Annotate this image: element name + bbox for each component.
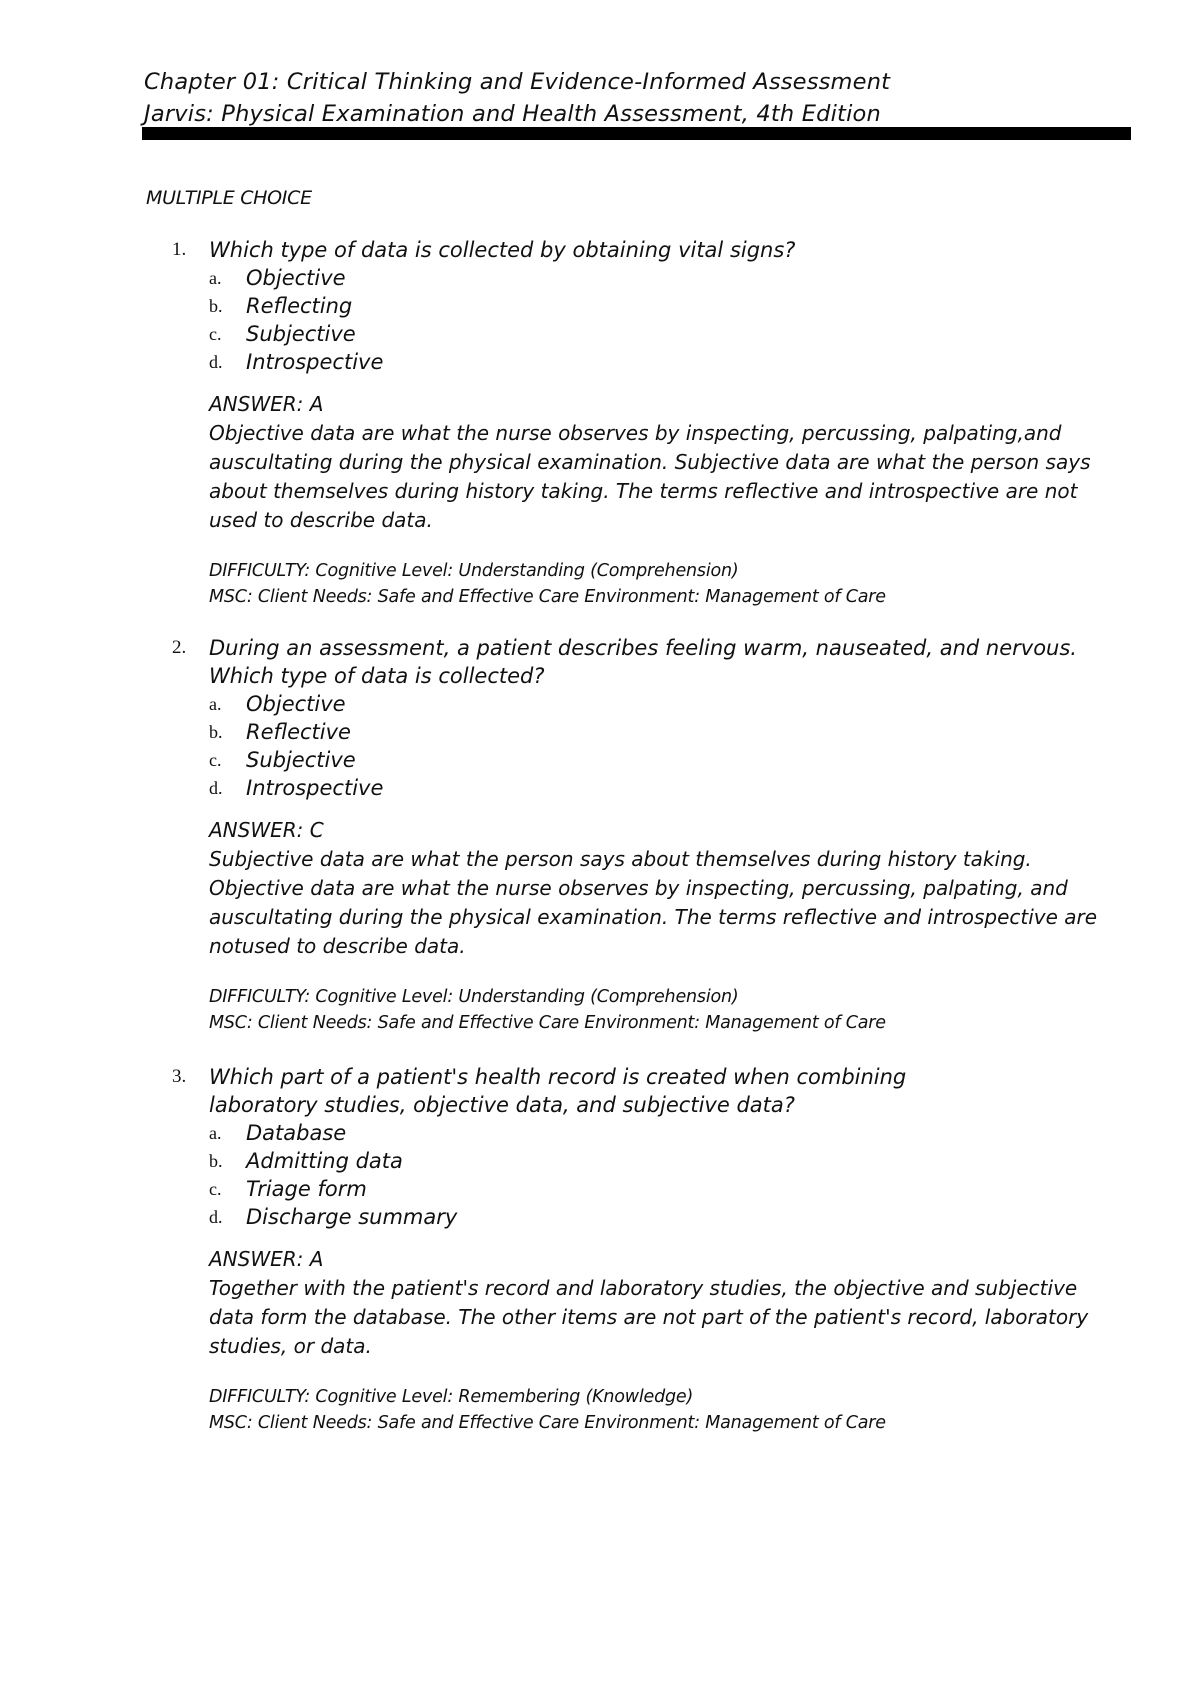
option-letter: a. [209, 1123, 222, 1143]
option-c [209, 1175, 1122, 1203]
rationale: Together with the patient's record and laboratory studies, the objective and subjective data form the database. The other items are not part of the patient's record, laboratory studies, or data. [209, 1276, 1089, 1358]
question-1 [172, 236, 1122, 610]
option-letter: d. [209, 778, 223, 798]
difficulty: DIFFICULTY: Cognitive Level: Remembering (Knowledge) [209, 1387, 694, 1407]
option-text: Objective [246, 692, 346, 716]
option-letter: d. [209, 1207, 223, 1227]
book-title: Jarvis: Physical Examination and Health Assessment, 4th Edition [144, 101, 881, 127]
option-text: Subjective [246, 748, 356, 772]
option-text: Reflective [246, 720, 351, 744]
section-label: MULTIPLE CHOICE [146, 187, 312, 209]
option-b [209, 1147, 1122, 1175]
option-letter: b. [209, 722, 223, 742]
option-letter: c. [209, 1179, 222, 1199]
question-3 [172, 1063, 1122, 1436]
question-2 [172, 634, 1122, 1036]
option-letter: c. [209, 324, 222, 344]
option-text: Database [246, 1121, 347, 1145]
option-text: Introspective [246, 350, 384, 374]
option-text: Admitting data [246, 1149, 403, 1173]
question-stem [172, 236, 1122, 264]
question-stem [172, 1063, 909, 1119]
option-d [209, 774, 1122, 802]
option-text: Objective [246, 266, 346, 290]
question-number: 1. [172, 239, 187, 260]
option-list [172, 1119, 1122, 1231]
answer-key: ANSWER: A [209, 1247, 324, 1271]
option-b [209, 718, 1122, 746]
option-text: Subjective [246, 322, 356, 346]
answer-key: ANSWER: C [209, 818, 324, 842]
option-letter: b. [209, 296, 223, 316]
option-c [209, 746, 1122, 774]
option-text: Triage form [246, 1177, 367, 1201]
rationale: Objective data are what the nurse observes by inspecting, percussing, palpating,and auscultating during the physical examination. Subjective data are what the person says about themselves during history taking. The terms reflective and introspective are not used to describe data. [209, 421, 1091, 532]
question-text: Which part of a patient's health record is created when combining laboratory studies, objective data, and subjective data? [209, 1065, 907, 1117]
page-header [144, 66, 1129, 130]
option-text: Reflecting [246, 294, 353, 318]
question-text: Which type of data is collected by obtaining vital signs? [209, 238, 796, 262]
msc: MSC: Client Needs: Safe and Effective Care Environment: Management of Care [209, 1013, 886, 1033]
rationale: Subjective data are what the person says about themselves during history taking. Objective data are what the nurse observes by inspecting, percussing, palpating, and auscultating during the physical examination. The terms reflective and introspective are notused to describe data. [209, 847, 1098, 958]
chapter-title: Chapter 01: Critical Thinking and Evidence-Informed Assessment [144, 69, 891, 95]
option-a [209, 264, 1122, 292]
option-letter: b. [209, 1151, 223, 1171]
msc: MSC: Client Needs: Safe and Effective Care Environment: Management of Care [209, 1413, 886, 1433]
question-number: 2. [172, 637, 187, 658]
option-list [172, 690, 1122, 802]
option-letter: a. [209, 268, 222, 288]
option-a [209, 1119, 1122, 1147]
option-c [209, 320, 1122, 348]
option-d [209, 348, 1122, 376]
question-number: 3. [172, 1066, 187, 1087]
option-list [172, 264, 1122, 376]
option-b [209, 292, 1122, 320]
difficulty: DIFFICULTY: Cognitive Level: Understanding (Comprehension) [209, 987, 739, 1007]
difficulty: DIFFICULTY: Cognitive Level: Understanding (Comprehension) [209, 561, 739, 581]
header-rule [142, 127, 1131, 140]
question-stem [172, 634, 1122, 690]
question-text: During an assessment, a patient describes feeling warm, nauseated, and nervous. Which type of data is collected? [209, 636, 1077, 688]
option-letter: a. [209, 694, 222, 714]
option-text: Discharge summary [246, 1205, 458, 1229]
option-d [209, 1203, 1122, 1231]
option-letter: d. [209, 352, 223, 372]
answer-key: ANSWER: A [209, 392, 324, 416]
option-letter: c. [209, 750, 222, 770]
option-text: Introspective [246, 776, 384, 800]
option-a [209, 690, 1122, 718]
msc: MSC: Client Needs: Safe and Effective Care Environment: Management of Care [209, 587, 886, 607]
